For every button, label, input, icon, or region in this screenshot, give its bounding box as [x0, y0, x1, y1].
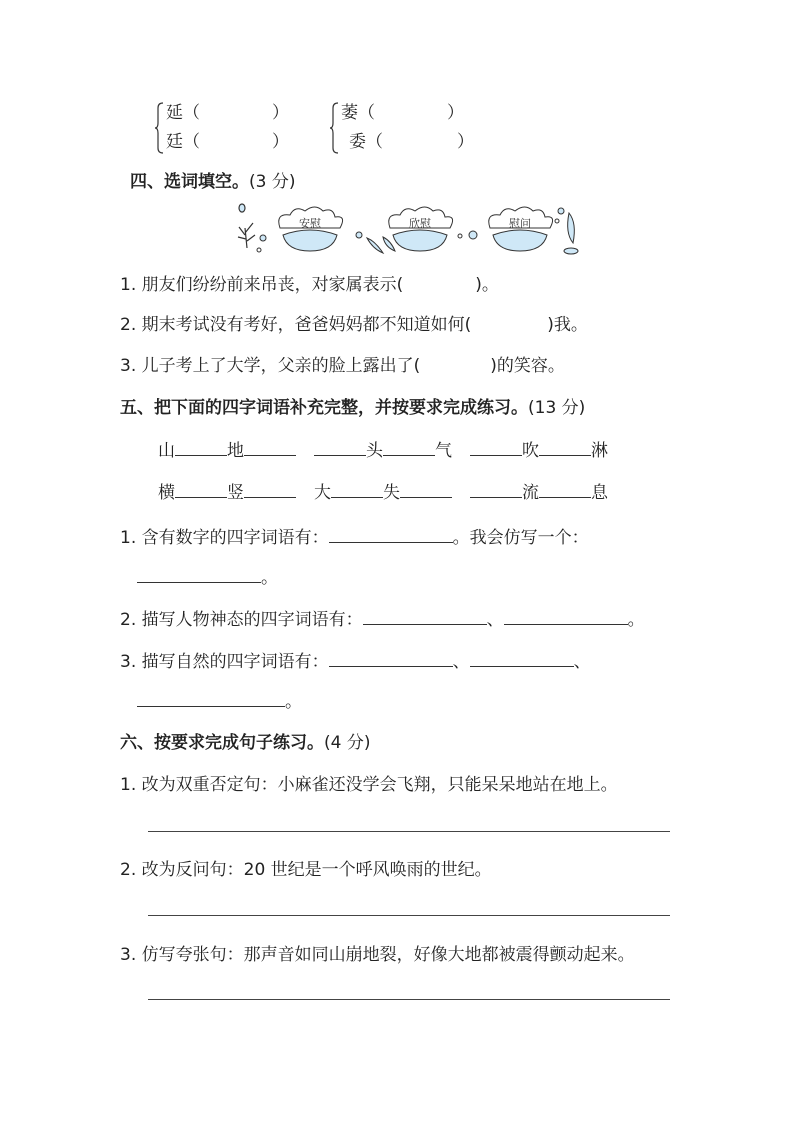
- q-num: 1.: [120, 275, 137, 295]
- pair-right-2: [349, 131, 474, 153]
- blank[interactable]: [175, 439, 227, 456]
- blank[interactable]: [383, 439, 435, 456]
- q-text: 。我会仿写一个：: [452, 528, 589, 548]
- q-text: 描写人物神态的四字词语有：: [141, 610, 363, 630]
- idiom-char: 淋: [591, 441, 608, 461]
- blank[interactable]: [470, 650, 574, 667]
- score: (4 分): [324, 733, 371, 753]
- idiom-char: 吹: [522, 441, 539, 461]
- q-num: 1.: [120, 775, 137, 795]
- word-option: 欣慰: [409, 217, 431, 230]
- q-text: 儿子考上了大学，父亲的脸上露出了(: [141, 356, 421, 376]
- idiom-row-1: [158, 439, 608, 462]
- bubble-icon: [469, 231, 477, 239]
- section-heading: 六、按要求完成句子练习。: [120, 733, 324, 753]
- bubble-icon: [458, 234, 462, 238]
- q-text: 、: [452, 652, 470, 672]
- idiom-char: 息: [591, 483, 608, 503]
- s4-question-1: [120, 274, 499, 296]
- q-text: )的笑容。: [490, 356, 565, 376]
- idiom-char: 气: [435, 441, 452, 461]
- paren-close: ）: [457, 132, 474, 152]
- q-num: 2.: [120, 610, 137, 630]
- word-option: 安慰: [299, 217, 321, 230]
- brace-left: [154, 102, 164, 154]
- pair-left-2: [166, 131, 289, 153]
- char-label: 延（: [166, 103, 200, 123]
- s5-question-3: [120, 650, 591, 673]
- section4-title: [130, 171, 295, 193]
- q-text: 改为反问句：20 世纪是一个呼风唤雨的世纪。: [141, 860, 492, 880]
- idiom-char: 头: [366, 441, 383, 461]
- bubble-icon: [356, 232, 362, 238]
- shell-icon: [279, 207, 343, 251]
- bubble-icon: [257, 248, 261, 252]
- paren-close: ）: [272, 132, 289, 152]
- blank[interactable]: [329, 526, 453, 543]
- q-num: 2.: [120, 315, 137, 335]
- q-text: 仿写夸张句：那声音如同山崩地裂，好像大地都被震得颤动起来。: [141, 945, 635, 965]
- blank[interactable]: [329, 650, 453, 667]
- leaf-icon: [367, 237, 395, 253]
- q-text: 、: [486, 610, 504, 630]
- q-text: 期末考试没有考好，爸爸妈妈都不知道如何(: [141, 315, 472, 335]
- answer-line[interactable]: [148, 915, 670, 916]
- q-text: )。: [475, 275, 499, 295]
- answer-line[interactable]: [148, 999, 670, 1000]
- q-num: 3.: [120, 652, 137, 672]
- idiom-row-2: [158, 481, 608, 504]
- char-label: 委（: [349, 132, 383, 152]
- blank[interactable]: [244, 481, 296, 498]
- q-num: 3.: [120, 945, 137, 965]
- section-heading: 四、选词填空。: [130, 172, 249, 192]
- q-text: 。: [285, 692, 302, 712]
- idiom-char: 地: [227, 441, 244, 461]
- section5-title: [120, 397, 585, 419]
- s5-question-1: [120, 526, 589, 549]
- blank[interactable]: [363, 608, 487, 625]
- q-text: )我。: [547, 315, 588, 335]
- score: (3 分): [249, 172, 296, 192]
- s4-question-3: [120, 355, 565, 377]
- leaf-icon: [568, 213, 575, 243]
- paren-close: ）: [272, 103, 289, 123]
- blank[interactable]: [504, 608, 628, 625]
- answer-line[interactable]: [148, 831, 670, 832]
- q-num: 2.: [120, 860, 137, 880]
- section-heading: 五、把下面的四字词语补充完整，并按要求完成练习。: [120, 398, 528, 418]
- word-option: 慰问: [509, 217, 531, 230]
- blank[interactable]: [244, 439, 296, 456]
- pair-right-1: [341, 102, 464, 124]
- pebble-icon: [564, 248, 578, 254]
- s5-question-1-cont: [137, 566, 278, 589]
- section6-title: [120, 732, 370, 754]
- pair-left-1: [166, 102, 289, 124]
- q-text: 朋友们纷纷前来吊丧，对家属表示(: [141, 275, 404, 295]
- blank[interactable]: [314, 439, 366, 456]
- blank[interactable]: [331, 481, 383, 498]
- shell-word-illustration: [235, 203, 585, 258]
- idiom-char: 竖: [227, 483, 244, 503]
- idiom-char: 大: [314, 483, 331, 503]
- q-text: 、: [573, 652, 591, 672]
- q-text: 。: [261, 568, 278, 588]
- q-text: 含有数字的四字词语有：: [141, 528, 329, 548]
- blank[interactable]: [539, 439, 591, 456]
- bubble-icon: [558, 208, 564, 214]
- seaweed-icon: [238, 204, 255, 248]
- shell-icon: [489, 207, 553, 251]
- q-text: 。: [627, 610, 645, 630]
- blank[interactable]: [175, 481, 227, 498]
- idiom-char: 失: [383, 483, 400, 503]
- idiom-char: 横: [158, 483, 175, 503]
- s6-question-1: [120, 774, 618, 796]
- paren-close: ）: [447, 103, 464, 123]
- q-text: 改为双重否定句：小麻雀还没学会飞翔，只能呆呆地站在地上。: [141, 775, 618, 795]
- blank[interactable]: [400, 481, 452, 498]
- s6-question-2: [120, 859, 492, 881]
- blank[interactable]: [137, 690, 285, 707]
- s6-question-3: [120, 944, 635, 966]
- s5-question-3-cont: [137, 690, 302, 713]
- blank[interactable]: [470, 481, 522, 498]
- char-label: 廷（: [166, 132, 200, 152]
- score: (13 分): [528, 398, 586, 418]
- q-text: 描写自然的四字词语有：: [141, 652, 329, 672]
- blank[interactable]: [137, 566, 261, 583]
- bubble-icon: [555, 219, 559, 223]
- bubble-icon: [260, 235, 266, 241]
- q-num: 1.: [120, 528, 137, 548]
- blank[interactable]: [539, 481, 591, 498]
- s5-question-2: [120, 608, 645, 631]
- idiom-char: 山: [158, 441, 175, 461]
- blank[interactable]: [470, 439, 522, 456]
- char-label: 萎（: [341, 103, 375, 123]
- shell-icon: [389, 207, 453, 251]
- idiom-char: 流: [522, 483, 539, 503]
- q-num: 3.: [120, 356, 137, 376]
- s4-question-2: [120, 314, 588, 336]
- brace-right: [329, 102, 339, 154]
